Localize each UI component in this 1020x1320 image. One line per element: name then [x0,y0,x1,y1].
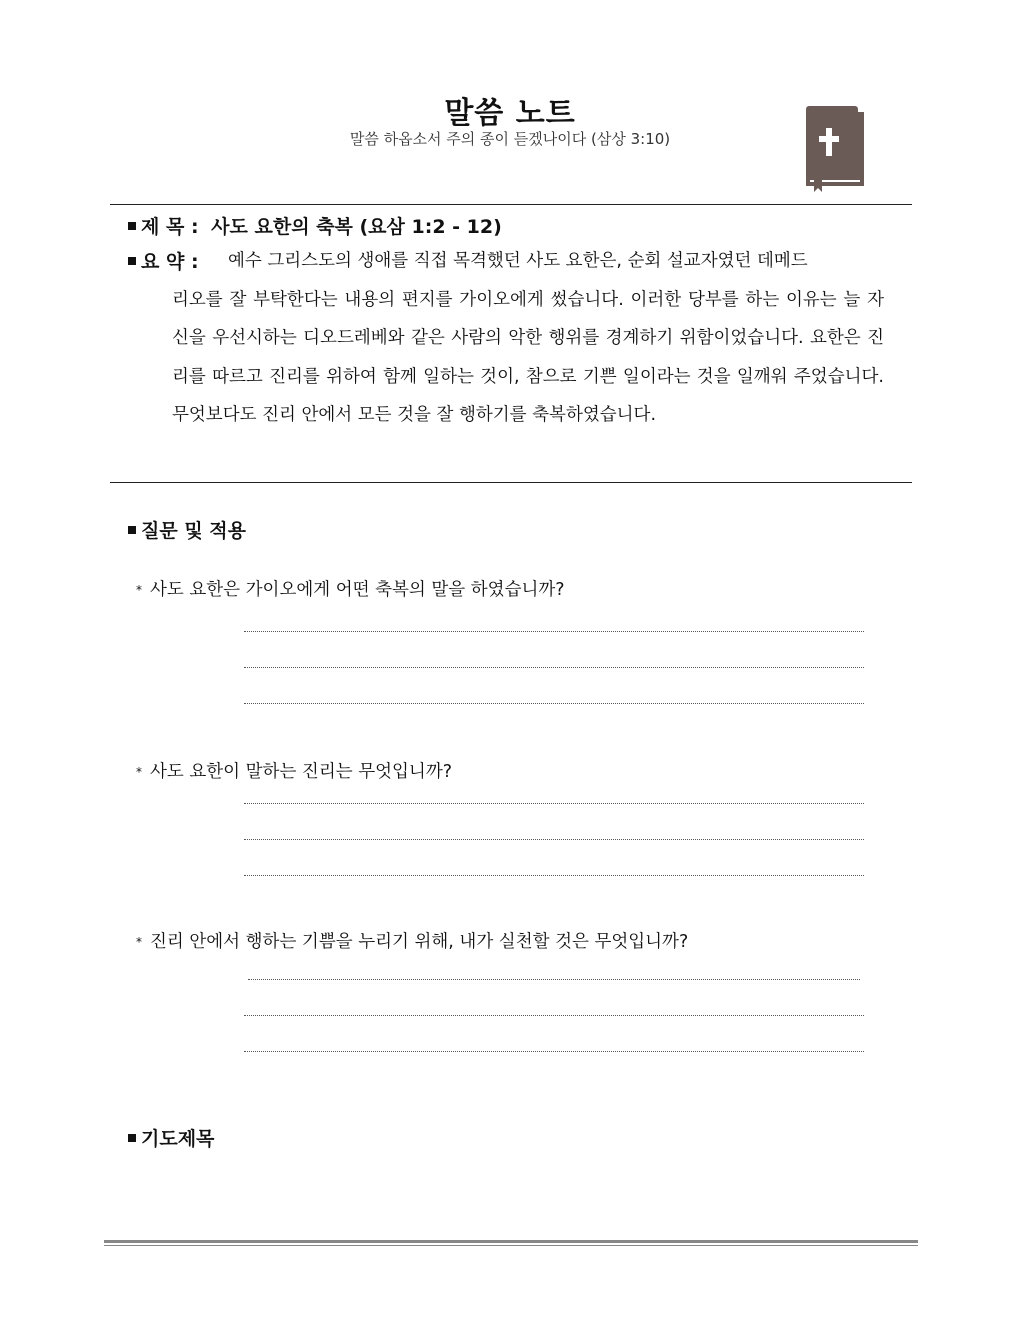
bible-icon [802,104,866,192]
summary-label: 요 약 : [141,251,199,273]
page-subtitle: 말씀 하옵소서 주의 종이 듣겠나이다 (삼상 3:10) [349,130,671,148]
question-text: 사도 요한이 말하는 진리는 무엇입니까? [150,762,453,782]
answer-line[interactable] [248,979,860,980]
subject-label: 제 목 : [141,216,199,238]
divider-bottom [110,482,912,483]
subject-text: 사도 요한의 축복 (요삼 1:2 - 12) [211,216,502,238]
subject-row [128,212,502,239]
square-bullet-icon [128,222,136,230]
summary-text [172,242,884,435]
asterisk-bullet: * [136,935,142,949]
footer-rule [104,1240,918,1243]
asterisk-bullet: * [136,765,142,779]
answer-line[interactable] [244,1051,864,1052]
page-title: 말씀 노트 [444,96,576,131]
prayer-section-heading [128,1124,214,1151]
answer-line[interactable] [244,1015,864,1016]
answer-line[interactable] [244,803,864,804]
question-item [136,758,452,783]
questions-section-title: 질문 및 적용 [141,520,246,542]
cross-horizontal [819,136,839,142]
questions-section-heading [128,516,246,543]
answer-line[interactable] [244,667,864,668]
answer-line[interactable] [244,875,864,876]
divider-top [110,204,912,205]
answer-line[interactable] [244,839,864,840]
summary-body: 리오를 잘 부탁한다는 내용의 편지를 가이오에게 썼습니다. 이러한 당부를 하는 이유는 늘 자신을 우선시하는 디오드레베와 같은 사람의 악한 행위를 경계하기 위함이었습니다. 요한은 진리를 따르고 진리를 위하여 함께 일하는 것이, 참으로 기쁜 일이라는 것을 일깨워 주었습니다. 무엇보다도 진리 안에서 모든 것을 잘 행하기를 축복하였습니다. [172,289,884,425]
question-text: 사도 요한은 가이오에게 어떤 축복의 말을 하였습니까? [150,580,565,600]
question-item [136,928,688,953]
prayer-section-title: 기도제목 [141,1128,215,1150]
summary-first-line: 예수 그리스도의 생애를 직접 목격했던 사도 요한은, 순회 설교자였던 데메드 [228,251,808,271]
answer-line[interactable] [244,631,864,632]
square-bullet-icon [128,526,136,534]
footer-rule-thin [104,1245,918,1246]
asterisk-bullet: * [136,583,142,597]
bible-pages-shape [858,112,864,186]
question-item [136,576,565,601]
question-text: 진리 안에서 행하는 기쁨을 누리기 위해, 내가 실천할 것은 무엇입니까? [150,932,689,952]
square-bullet-icon [128,257,136,265]
square-bullet-icon [128,1134,136,1142]
bookmark-ribbon-shape [814,180,822,192]
answer-line[interactable] [244,703,864,704]
